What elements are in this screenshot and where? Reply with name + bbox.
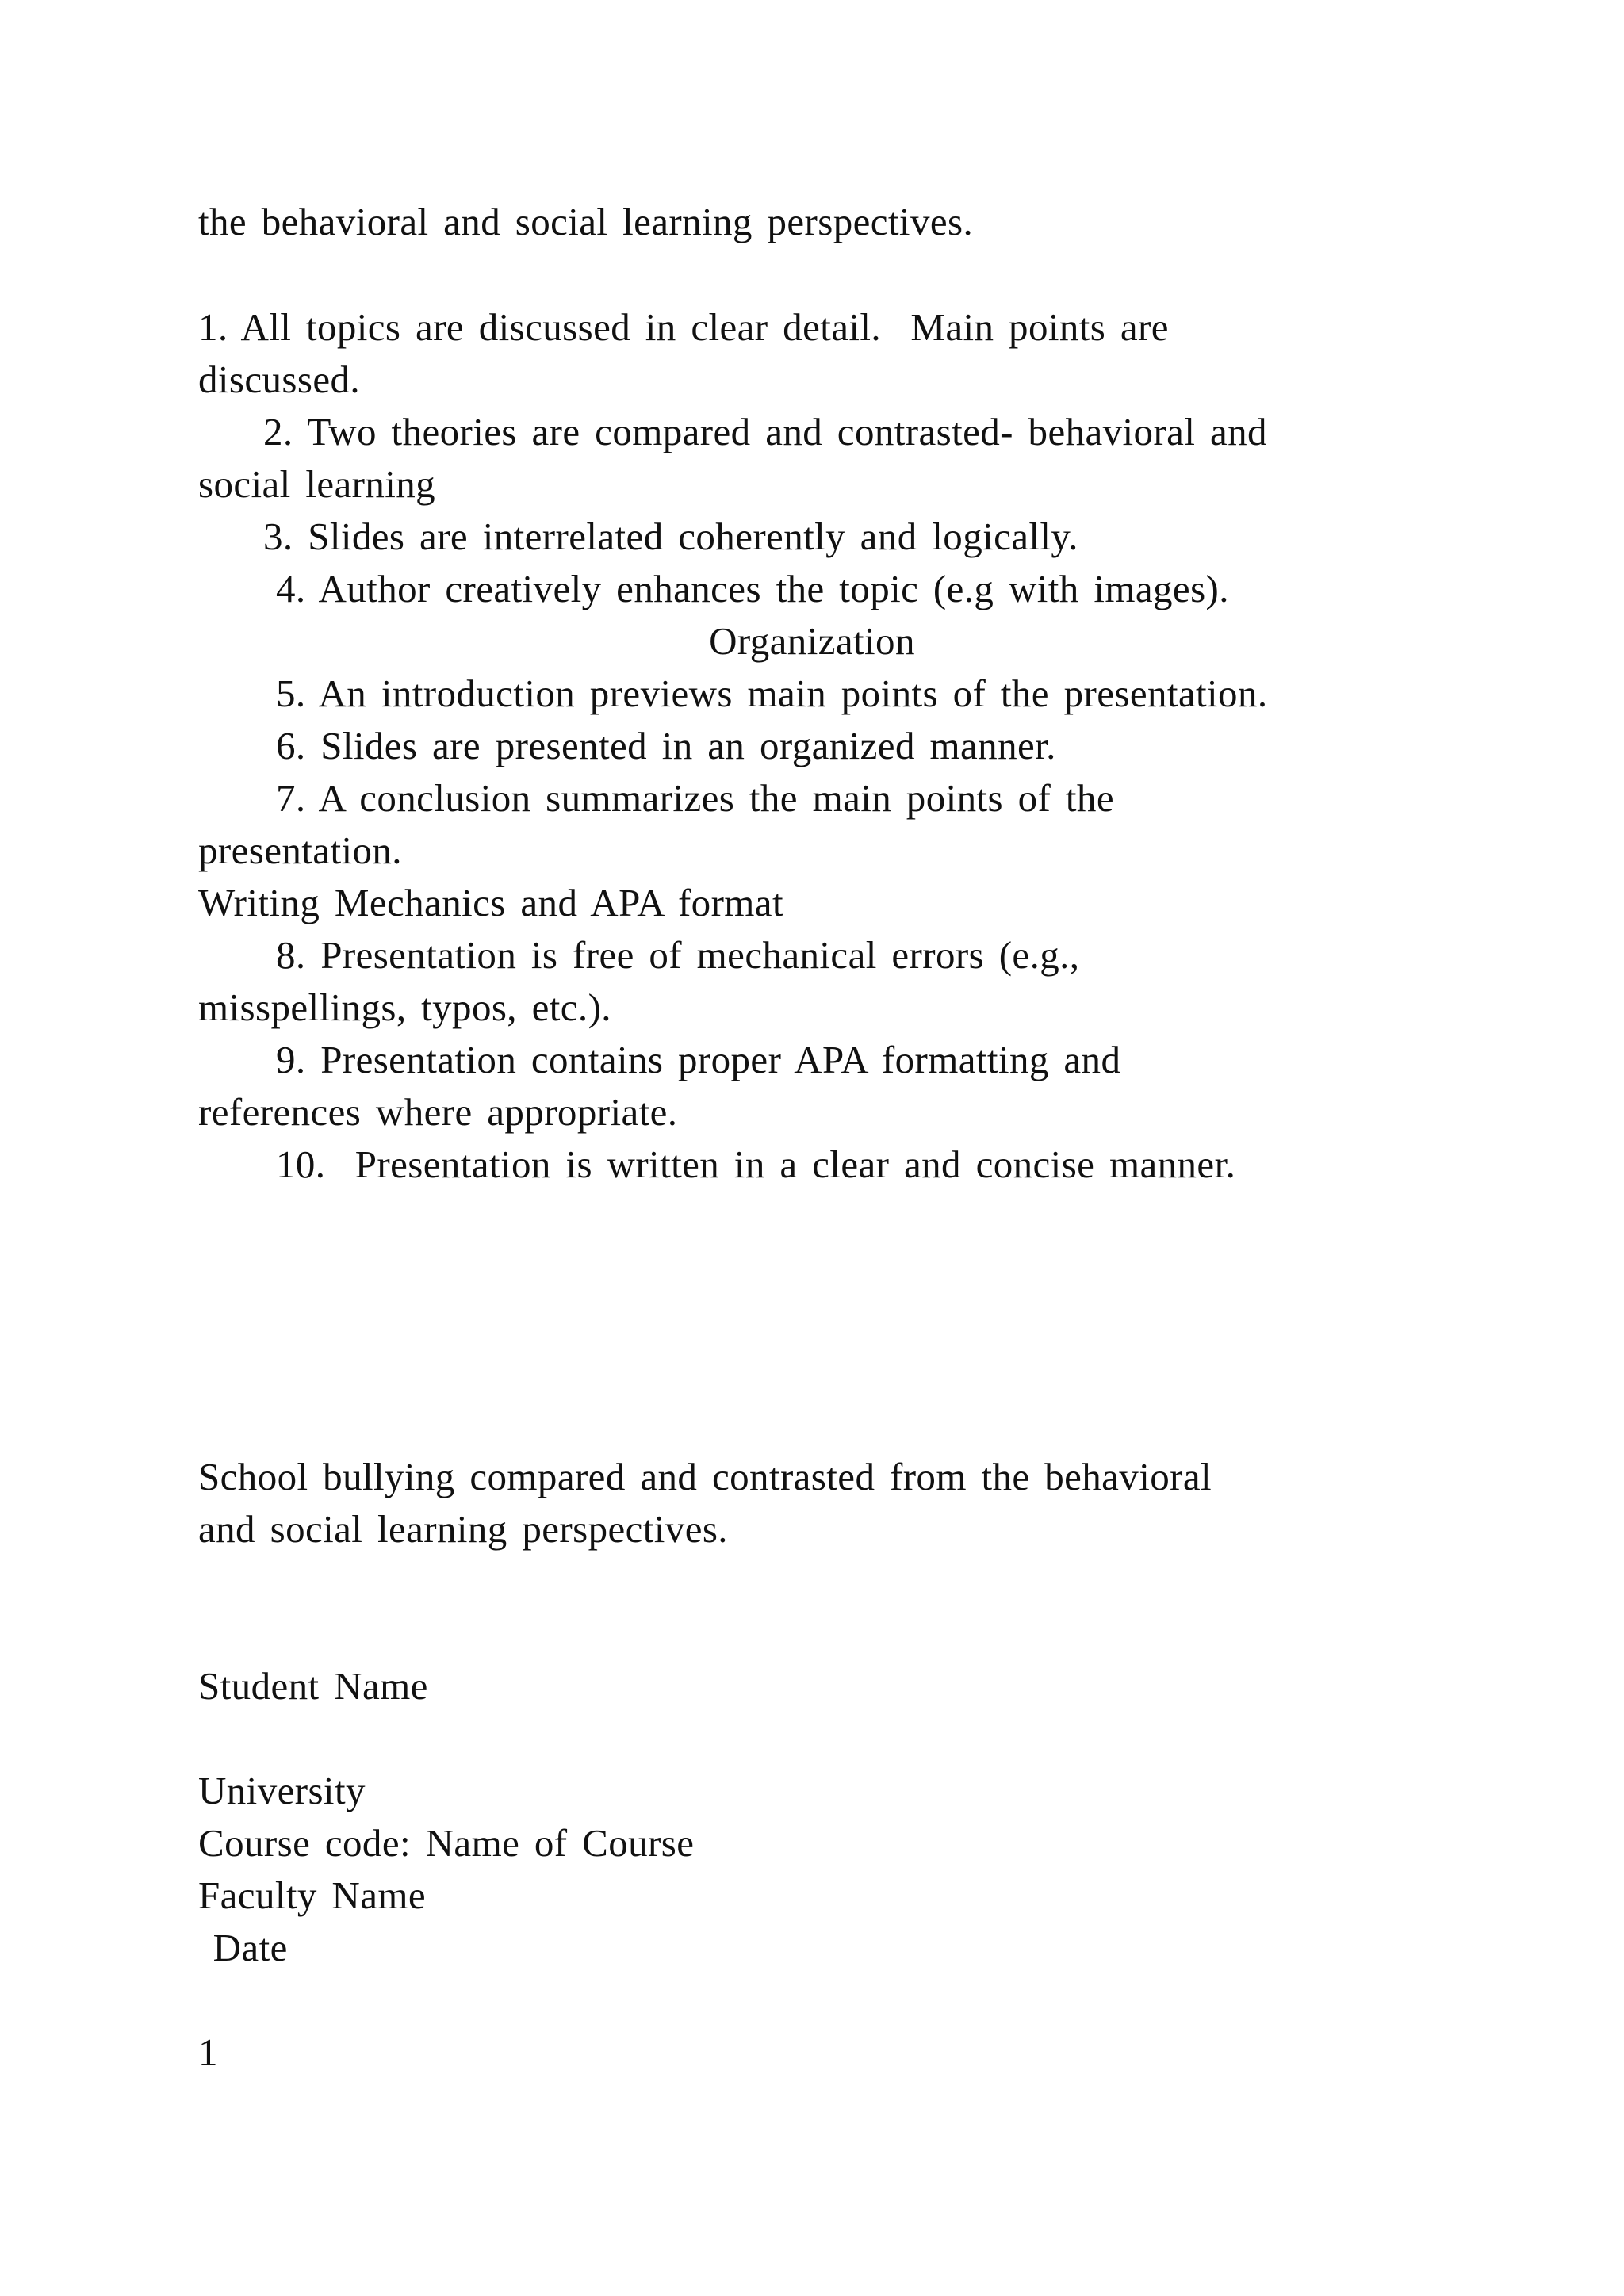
rubric-item-1: 1. All topics are discussed in clear detail. Main points are <box>198 305 1169 349</box>
rubric-item-2: 2. Two theories are compared and contrasted- behavioral and <box>263 410 1267 453</box>
text-line: discussed. <box>198 358 361 401</box>
text-line: the behavioral and social learning perspectives. <box>198 200 974 243</box>
rubric-item-7: 7. A conclusion summarizes the main points of the <box>276 776 1114 820</box>
text-line: references where appropriate. <box>198 1090 678 1134</box>
rubric-item-10: 10. Presentation is written in a clear and concise manner. <box>276 1142 1236 1186</box>
title-line: and social learning perspectives. <box>198 1507 728 1551</box>
rubric-item-3: 3. Slides are interrelated coherently and logically. <box>263 515 1078 558</box>
text-line: misspellings, typos, etc.). <box>198 985 611 1029</box>
text-line: social learning <box>198 462 436 506</box>
university: University <box>198 1769 366 1812</box>
section-heading-writing: Writing Mechanics and APA format <box>198 881 783 924</box>
rubric-item-9: 9. Presentation contains proper APA formatting and <box>276 1038 1121 1081</box>
course-code: Course code: Name of Course <box>198 1821 695 1865</box>
faculty-name: Faculty Name <box>198 1873 427 1917</box>
page-number: 1 <box>198 2030 218 2074</box>
title-line: School bullying compared and contrasted from the behavioral <box>198 1455 1212 1498</box>
text-line: presentation. <box>198 828 402 872</box>
rubric-item-6: 6. Slides are presented in an organized manner. <box>276 724 1056 767</box>
rubric-item-4: 4. Author creatively enhances the topic (e.g with images). <box>276 567 1229 610</box>
rubric-item-5: 5. An introduction previews main points of the presentation. <box>276 672 1268 715</box>
section-heading-organization: Organization <box>709 619 915 663</box>
student-name: Student Name <box>198 1664 428 1708</box>
date: Date <box>198 1926 288 1969</box>
rubric-item-8: 8. Presentation is free of mechanical errors (e.g., <box>276 933 1080 977</box>
